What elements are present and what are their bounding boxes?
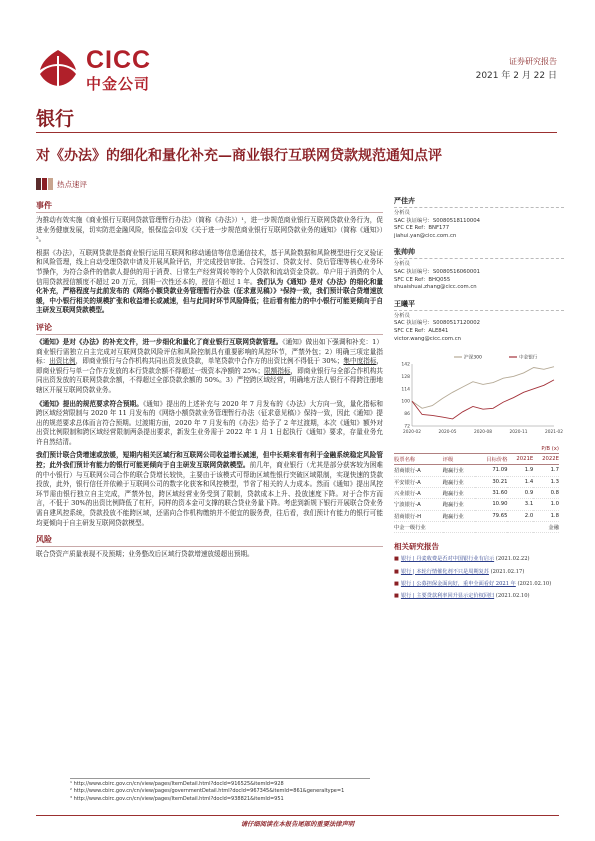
event-paragraph-2-bold: 我们认为《通知》是对《办法》的细化和量化补充，严格程度与此前发布的《网络小额贷款业务管理暂行办法（征求意见稿）》³保持一致，我们预计联合贷增速放缓，中小银行相关的规模扩张和收益增长或减速，但与此同时环节风险降低；往后看有能力的中小银行可能更倾向于自主研发互联网贷款模型。 xyxy=(36,277,384,315)
report-date: 2021 年 2 月 22 日 xyxy=(475,71,557,81)
cicc-logo-mark-icon xyxy=(36,48,80,88)
analyst-sac: SAC 执证编号：S0080516060001 xyxy=(394,268,481,275)
risk-heading: 风险 xyxy=(36,534,383,547)
related-heading: 相关研究报告 xyxy=(394,542,439,552)
x-tick-label: 2020-11 xyxy=(509,430,528,436)
stock-row xyxy=(394,522,559,533)
flash-comment-tag xyxy=(36,178,87,190)
analyst-ce: SFC CE Ref：ALE841 xyxy=(394,327,449,334)
related-date: (2021.02.10) xyxy=(517,580,552,587)
related-link[interactable]: 银行 | 丹麦收费是否对中国银行业有启示 xyxy=(400,556,495,563)
stock-table-header xyxy=(394,454,559,465)
legal-disclaimer: 请仔细阅读在本报告尾部的重要法律声明 xyxy=(36,815,559,828)
price-chart-svg xyxy=(394,350,563,442)
legend-label: 沪深300 xyxy=(464,355,482,361)
related-link[interactable]: 银行 | 公募担保金面向好，重申全面看好 2021 年 xyxy=(400,580,516,587)
comment-paragraph-2 xyxy=(36,400,383,448)
sidebar xyxy=(394,196,564,605)
y-tick-label: 100 xyxy=(401,399,410,405)
stock-cell: 跑赢行业 xyxy=(443,487,475,498)
comment-p2-bold: 《通知》提出的规范要求符合预期。 xyxy=(36,399,143,408)
y-tick-label: 114 xyxy=(401,387,410,393)
analyst-role: 分析员 xyxy=(394,261,410,268)
stock-cell: 10.90 xyxy=(475,499,507,510)
stock-cell: 3.1 xyxy=(507,499,533,510)
stock-cell: 跑赢行业 xyxy=(443,510,475,521)
stock-cell: 1.3 xyxy=(533,476,559,487)
bullet-icon: ■ xyxy=(394,580,399,587)
stock-cell: 中金一级行业 xyxy=(394,522,443,533)
analyst-card xyxy=(394,196,564,240)
comment-p1-a: 《通知》做出如下强调和补充：1）商业银行需独立自主完成对互联网贷款风险评估和风险控制具有重要影响的风控环节，严禁外包；2）明确三项定量指标： xyxy=(36,337,383,366)
price-chart xyxy=(394,350,563,442)
col-header: 股票名称 xyxy=(394,454,443,465)
analyst-name: 严佳卉 xyxy=(394,196,564,208)
x-tick-label: 2021-02 xyxy=(545,430,563,436)
stock-cell xyxy=(443,522,475,533)
analyst-card xyxy=(394,247,564,291)
stock-cell: 0.8 xyxy=(533,487,559,498)
stock-cell: 0.9 xyxy=(507,487,533,498)
event-paragraph-2 xyxy=(36,249,383,316)
analyst-name: 王曦平 xyxy=(394,299,564,311)
stock-cell: 招商银行-H xyxy=(394,510,443,521)
pe-label: P/B (x) xyxy=(507,445,559,454)
logo-cn-text: 中金公司 xyxy=(86,75,151,93)
stock-cell: 平安银行-A xyxy=(394,476,443,487)
x-tick-label: 2020-08 xyxy=(474,430,492,436)
comment-p2-text: 《通知》提出的上述补充与 2020 年 7 月发布的《办法》大方向一致，量化指标和跨区域经营限制与 2020 年 11 月发布的《网络小额贷款业务管理暂行办法（征求意见稿）》保持一致，因此《通知》提出的规范要求总体而言符合预期。过渡期方面，2020 年 7 月发布的《办法》给予了 2 年过渡期，本次《通知》额外对出资比例限制和跨区域经营限制两条提出要求，新发生业务需于 2022 年 1 月 1 日起执行《通知》要求，存量业务允许自然结清。 xyxy=(36,399,384,446)
related-link[interactable]: 银行 | 本轮行情催化剂不只是周期复苏 xyxy=(400,568,489,575)
stock-row xyxy=(394,499,559,510)
stock-cell: 71.09 xyxy=(475,465,507,476)
analyst-ce: SFC CE Ref：BHQ055 xyxy=(394,276,451,283)
analyst-sac: SAC 执证编号：S0080517120002 xyxy=(394,320,481,327)
stock-cell: 1.9 xyxy=(507,465,533,476)
legend-label: 中金银行 xyxy=(519,355,538,361)
stock-row xyxy=(394,487,559,498)
stock-cell: 跑赢行业 xyxy=(443,476,475,487)
stock-row xyxy=(394,476,559,487)
related-reports xyxy=(394,541,564,600)
stock-row xyxy=(394,510,559,521)
series-line xyxy=(412,367,554,409)
footnote[interactable]: ² http://www.cbirc.gov.cn/cn/view/pages/governmentDetail.html?docId=967345&itemId=861&generaltype=1 xyxy=(70,788,345,795)
stock-cell: 兴业银行-A xyxy=(394,487,443,498)
stock-cell: 30.21 xyxy=(475,476,507,487)
tag-color-bars-icon xyxy=(36,178,53,190)
stock-cell: 31.60 xyxy=(475,487,507,498)
comment-p1-c: ，即商业银行与单一合作方发放的本行贷款余额不得超过一级资本净额的 25%； xyxy=(36,357,384,375)
title-divider xyxy=(36,132,557,133)
y-tick-label: 72 xyxy=(404,424,410,430)
y-tick-label: 142 xyxy=(401,362,410,368)
series-line xyxy=(412,380,554,419)
analyst-email[interactable]: jiahui.yan@cicc.com.cn xyxy=(394,232,457,239)
comment-p1-u2: 集中度指标 xyxy=(343,357,377,366)
related-date: (2021.02.10) xyxy=(495,592,530,599)
stock-table-pe-row xyxy=(394,445,559,454)
tag-label: 热点速评 xyxy=(57,179,87,189)
related-item[interactable] xyxy=(394,556,564,563)
footnote[interactable]: ¹ http://www.cbirc.gov.cn/cn/view/pages/ItemDetail.html?docId=916525&itemId=928 xyxy=(70,781,284,787)
footnotes xyxy=(70,778,370,803)
col-header: 2022E xyxy=(533,454,559,465)
related-link[interactable]: 银行 | 主要贷款利率回升显示定价权回归 xyxy=(400,592,495,599)
event-paragraph-2-text: 根据《办法》，互联网贷款是指商业银行运用互联网和移动通信等信息通信技术，基于风险数据和风险模型进行交叉验证和风险管理，线上自动受理贷款申请及开展风险评估，并完成授信审批、合同签订、贷款支付、贷后管理等核心业务环节操作，为符合条件的借款人提供的用于消费、日常生产经营周转等的个人贷款和流动资金贷款。单户用于消费的个人信用贷款授信额度不超过 20 万元，到期一次性还本的，授信不超过 1 年。 xyxy=(36,248,383,286)
report-type-label: 证券研究报告 xyxy=(509,57,557,66)
analyst-role: 分析员 xyxy=(394,210,410,216)
comment-p1-d: ，即商业银行与全部合作机构共同出资发放的互联网贷款余额，不得超过全部贷款余额的 50%。3）严控跨区域经营，明确地方法人银行不得跨注册地辖区开展互联网贷款业务。 xyxy=(36,366,384,394)
stock-cell: 1.7 xyxy=(533,465,559,476)
stock-table xyxy=(394,445,559,533)
related-item[interactable] xyxy=(394,569,564,576)
stock-cell: 宁波银行-A xyxy=(394,499,443,510)
comment-p1-b: ，即商业银行与合作机构共同出资发放贷款，单笔贷款中合作方的出资比例不得低于 30%； xyxy=(75,357,344,366)
stock-cell: 1.4 xyxy=(507,476,533,487)
related-date: (2021.02.22) xyxy=(495,556,530,563)
stock-cell: 招商银行-A xyxy=(394,465,443,476)
x-tick-label: 2020-02 xyxy=(403,430,421,436)
stock-cell: 79.65 xyxy=(475,510,507,521)
analyst-ce: SFC CE Ref：BNF177 xyxy=(394,225,450,232)
stock-cell: 1.8 xyxy=(533,510,559,521)
stock-cell: 跑赢行业 xyxy=(443,465,475,476)
col-header: 2021E xyxy=(507,454,533,465)
comment-p1-u3: 限额指标 xyxy=(264,366,291,375)
y-tick-label: 128 xyxy=(401,375,410,381)
event-paragraph-1: 为推动有效实施《商业银行互联网贷款管理暂行办法》（简称《办法》）¹，进一步规范商业银行互联网贷款业务行为，促进业务健康发展，切实防范金融风险，银保监会印发《关于进一步规范商业银行互联网贷款业务的通知》（简称《通知》）²。 xyxy=(36,216,383,244)
related-date: (2021.02.17) xyxy=(490,568,525,575)
stock-cell: 1.0 xyxy=(533,499,559,510)
risk-paragraph: 联合贷资产质量表现不及预期；业务整改后区域行贷款增速放缓超出预期。 xyxy=(36,550,254,559)
analyst-card xyxy=(394,299,564,343)
y-tick-label: 86 xyxy=(404,412,410,418)
bullet-icon: ■ xyxy=(394,592,399,599)
comment-paragraph-3 xyxy=(36,451,383,528)
stock-row xyxy=(394,465,559,476)
stock-cell xyxy=(507,522,533,533)
related-item[interactable] xyxy=(394,581,564,588)
stock-cell: 2.0 xyxy=(507,510,533,521)
comment-heading: 评论 xyxy=(36,322,383,335)
related-item[interactable] xyxy=(394,593,564,600)
cicc-logo xyxy=(36,44,196,92)
analyst-role: 分析员 xyxy=(394,312,410,319)
sector-title: 银行 xyxy=(36,108,75,130)
footnote[interactable]: ³ http://www.cbirc.gov.cn/cn/view/pages/ItemDetail.html?docId=938821&itemId=951 xyxy=(70,795,284,802)
comment-p3-text: 前几年，商业银行（尤其是部分获客较为困难的中小银行）与互联网公司合作的联合贷增长较快，主要由于该模式可帮助区域性银行突破区域限制，实现快速的贷款投放，此外，银行信任并依赖于互联网公司的数字化获客和风控模型，节省了相关的人力成本。然而《通知》提出风控环节需由银行独立自主完成，严禁外包，跨区域经营业务受到了限制，贷款成本上升、投放速度下降。对于合作方而言，不低于 30%的出资比例降低了杠杆，同样的资本金可支撑的联合贷业务量下降。考虑到新规下银行开展联合贷业务需自建风控系统，贷款投放不能跨区域，还需向合作机构缴纳并不便宜的服务费，往后看，我们预计有能力的银行可能均更倾向于自主研发互联网贷款模型。 xyxy=(36,461,384,527)
comment-p1-bold: 《通知》是对《办法》的补充文件，进一步细化和量化了商业银行互联网贷款管理。 xyxy=(36,337,283,346)
event-heading: 事件 xyxy=(36,200,383,213)
col-header: 评级 xyxy=(443,454,475,465)
comment-paragraph-1 xyxy=(36,338,383,396)
logo-en-text: CICC xyxy=(86,46,152,74)
stock-cell: 金融 xyxy=(533,522,559,533)
bullet-icon: ■ xyxy=(394,568,399,575)
x-tick-label: 2020-05 xyxy=(438,430,457,436)
stock-cell: 跑赢行业 xyxy=(443,499,475,510)
report-headline: 对《办法》的细化和量化补充—商业银行互联网贷款规范通知点评 xyxy=(36,148,442,164)
col-header: 目标价格 xyxy=(475,454,507,465)
analyst-name: 张帅帅 xyxy=(394,247,564,259)
analyst-sac: SAC 执证编号：S0080518110004 xyxy=(394,217,481,224)
analyst-email[interactable]: victor.wang@cicc.com.cn xyxy=(394,335,461,342)
stock-cell xyxy=(475,522,507,533)
comment-p1-u1: 出资比例 xyxy=(49,357,76,366)
comment-p3-bold: 我们预计联合贷增速或放缓，短期内相关区域行和互联网公司收益增长减速，但中长期来看有利于金融系统稳定风险管控；此外我们预计有能力的银行可能更倾向于自主研发互联网贷款模型。 xyxy=(36,451,383,470)
bullet-icon: ■ xyxy=(394,556,399,563)
analyst-email[interactable]: shuaishuai.zhang@cicc.com.cn xyxy=(394,284,477,291)
main-content xyxy=(36,200,383,564)
